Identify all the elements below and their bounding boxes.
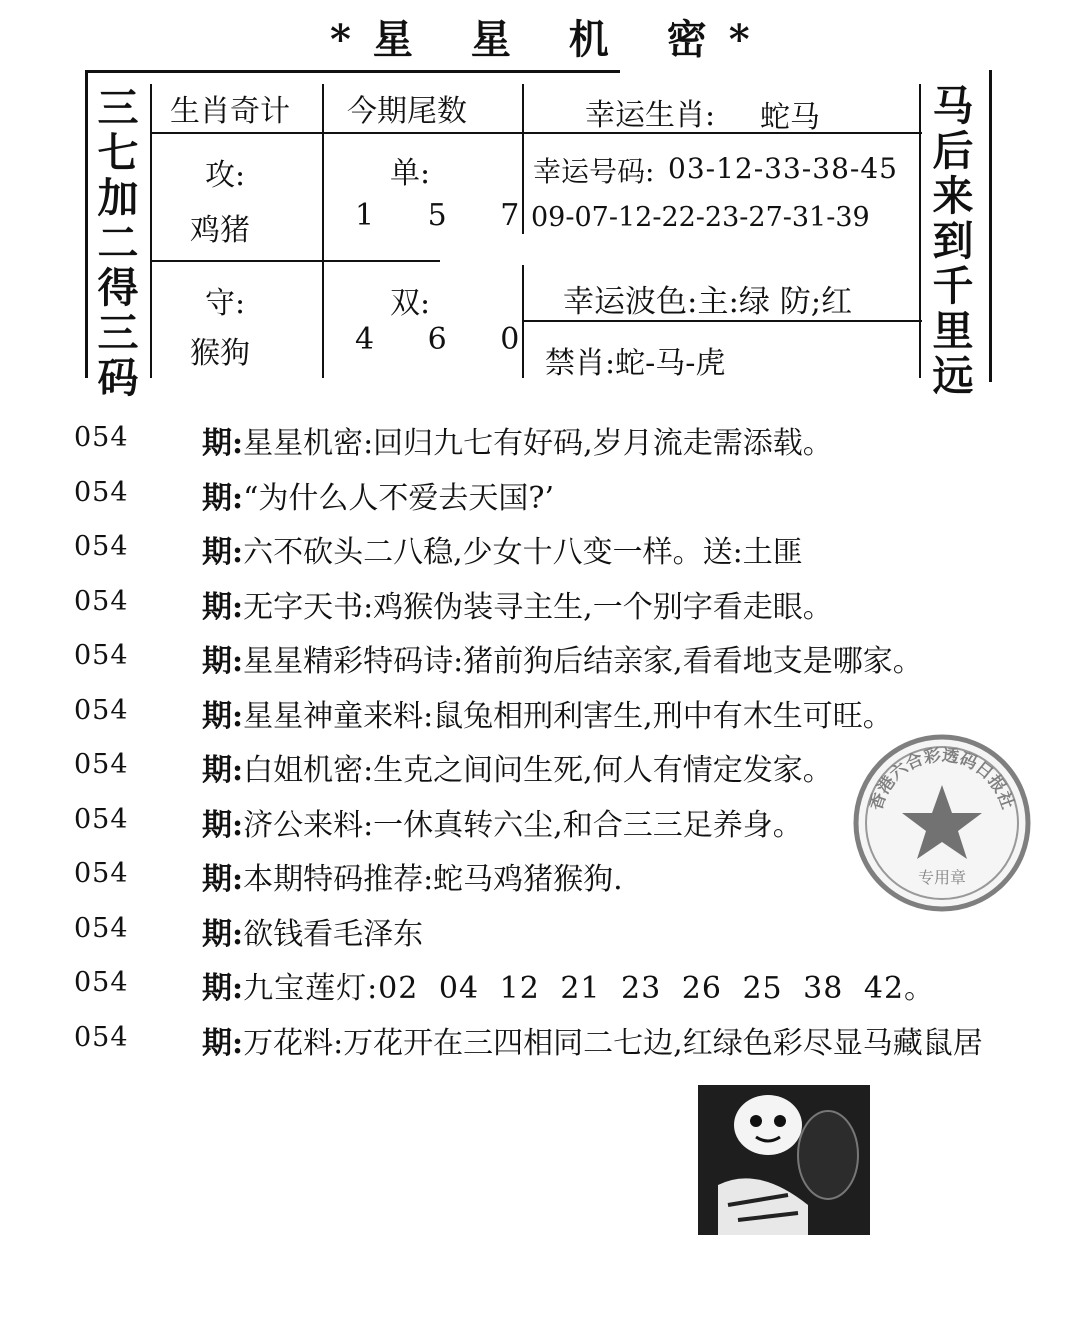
- lucky-zodiac-value: 蛇马: [760, 100, 820, 135]
- list-item: [74, 418, 1074, 473]
- issue-label: 期:: [202, 480, 244, 516]
- line-text: 白姐机密:生克之间问生死,何人有情定发家。: [243, 753, 833, 788]
- issue-label: 期:: [202, 916, 244, 952]
- top-rule: [85, 70, 620, 73]
- odd-label: 单:: [390, 156, 431, 191]
- stamp-ring-text: 香港六合彩透码日报社: [866, 745, 1018, 813]
- col-rule-1: [150, 84, 152, 378]
- list-item: [74, 473, 1074, 528]
- list-item: [74, 909, 1074, 964]
- col1-header: 生肖奇计: [170, 94, 290, 129]
- even-label: 双:: [390, 286, 431, 321]
- stamp-center-text: 专用章: [917, 868, 967, 887]
- issue-label: 期:: [202, 753, 244, 788]
- issue-label: 期:: [202, 1025, 244, 1061]
- right-rule: [989, 70, 992, 382]
- line-text: 星星机密:回归九七有好码,岁月流走需添载。: [243, 426, 833, 461]
- banned-zodiac: 禁肖:蛇-马-虎: [545, 346, 726, 381]
- list-item: [74, 636, 1074, 691]
- odd-digits: 1 5 7: [355, 198, 542, 233]
- issue-number: 054: [74, 531, 129, 562]
- defend-label: 守:: [205, 286, 246, 321]
- lucky-numbers-label: 幸运号码:: [533, 155, 655, 188]
- issue-number: 054: [74, 967, 129, 998]
- line-text: 本期特码推荐:蛇马鸡猪猴狗.: [243, 862, 623, 897]
- cartoon-figure-icon: [698, 1085, 870, 1235]
- line-text: 无字天书:鸡猴伪装寻主生,一个别字看走眼。: [243, 589, 833, 625]
- issue-number: 054: [74, 640, 129, 671]
- issue-number: 054: [74, 803, 129, 835]
- list-item: [74, 963, 1074, 1018]
- list-item: [74, 1018, 1074, 1073]
- issue-label: 期:: [202, 862, 244, 897]
- issue-number: 054: [74, 749, 129, 780]
- line-text: 万花料:万花开在三四相同二七边,红绿色彩尽显马藏鼠居: [243, 1025, 983, 1061]
- attack-value: 鸡猪: [190, 213, 250, 248]
- issue-number: 054: [74, 422, 129, 453]
- col-rule-4: [919, 84, 921, 378]
- cartoon-illustration: [698, 1085, 870, 1235]
- issue-number: 054: [74, 694, 129, 726]
- even-digits: 4 6 0: [355, 322, 542, 357]
- issue-label: 期:: [202, 698, 244, 734]
- issue-label: 期:: [202, 535, 244, 570]
- col2-header: 今期尾数: [347, 94, 467, 129]
- mid-rule: [150, 260, 440, 262]
- wave-color: 幸运波色:主:绿 防;红: [563, 284, 853, 320]
- issue-number: 054: [74, 912, 129, 944]
- lucky-numbers-line2: 09-07-12-22-23-27-31-39: [531, 202, 870, 233]
- issue-label: 期:: [202, 807, 244, 843]
- issue-number: 054: [74, 585, 129, 617]
- issue-label: 期:: [202, 644, 244, 679]
- page-title: *星 星 机 密*: [330, 16, 772, 63]
- line-text: 六不砍头二八稳,少女十八变一样。送:土匪: [243, 535, 803, 570]
- left-rule: [85, 70, 88, 378]
- issue-number: 054: [74, 476, 129, 508]
- defend-value: 猴狗: [190, 336, 250, 371]
- col-rule-2: [322, 84, 324, 378]
- line-text: 九宝莲灯:02 04 12 21 23 26 25 38 42。: [243, 971, 936, 1006]
- issue-label: 期:: [202, 589, 244, 625]
- line-text: “为什么人不爱去天国?’: [243, 480, 555, 516]
- list-item: [74, 527, 1074, 582]
- seal-stamp: [852, 733, 1032, 913]
- line-text: 济公来料:一休真转六尘,和合三三足养身。: [243, 807, 803, 843]
- issue-label: 期:: [202, 971, 244, 1006]
- attack-label: 攻:: [205, 158, 246, 193]
- line-text: 欲钱看毛泽东: [243, 916, 424, 952]
- issue-label: 期:: [202, 426, 244, 461]
- left-vertical-text: 三七加二得三码: [97, 84, 139, 402]
- issue-number: 054: [74, 858, 129, 889]
- line-text: 星星神童来料:鼠兔相刑利害生,刑中有木生可旺。: [243, 698, 893, 734]
- list-item: [74, 582, 1074, 637]
- header-table: [85, 70, 995, 402]
- lucky-numbers-line1: 03-12-33-38-45: [668, 152, 898, 185]
- line-text: 星星精彩特码诗:猪前狗后结亲家,看看地支是哪家。: [243, 644, 923, 679]
- issue-number: 054: [74, 1021, 129, 1053]
- right-vertical-text: 马后来到千里远: [932, 82, 974, 400]
- lucky-zodiac-label: 幸运生肖:: [585, 98, 716, 133]
